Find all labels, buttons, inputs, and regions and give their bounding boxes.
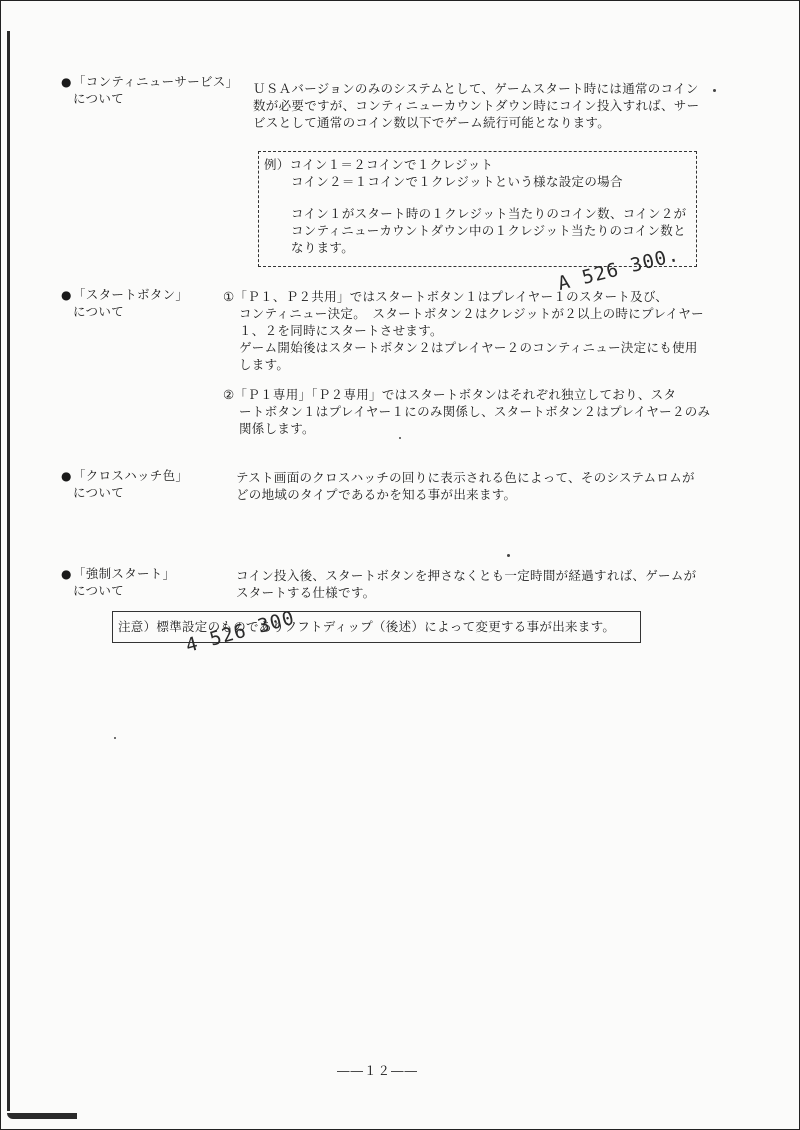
note-text: 注意）標準設定のものでありソフトディップ（後述）によって変更する事が出来ます。 — [118, 619, 616, 634]
example-line: コイン１がスタート時の１クレジット当たりのコイン数、コイン２が — [291, 206, 687, 221]
bullet-icon: ● — [61, 288, 72, 302]
body-line: テスト画面のクロスハッチの回りに表示される色によって、そのシステムロムが — [236, 470, 695, 485]
scan-left-edge — [7, 31, 10, 1111]
scan-bottom-edge — [7, 1113, 77, 1119]
example-line: なります。 — [291, 240, 355, 255]
section-heading: 「クロスハッチ色」 — [73, 468, 189, 483]
scan-speck — [507, 554, 510, 557]
scan-speck — [713, 89, 716, 92]
section-heading: 「スタートボタン」 — [73, 287, 189, 302]
section-heading-sub: について — [73, 485, 124, 500]
body-line: どの地域のタイプであるかを知る事が出来ます。 — [236, 487, 517, 502]
body-line: ＵＳＡバージョンのみのシステムとして、ゲームスタート時には通常のコイン — [253, 81, 699, 96]
scan-speck — [399, 437, 401, 439]
body-line: します。 — [239, 357, 290, 372]
bullet-icon: ● — [61, 75, 72, 89]
body-line: ゲーム開始後はスタートボタン２はプレイヤー２のコンティニュー決定にも使用 — [239, 340, 698, 355]
scan-speck — [114, 737, 116, 739]
section-heading: 「強制スタート」 — [73, 566, 176, 581]
section-heading-sub: について — [73, 583, 124, 598]
example-line: 例）コイン１＝２コインで１クレジット — [264, 157, 494, 172]
body-line: コイン投入後、スタートボタンを押さなくとも一定時間が経過すれば、ゲームが — [236, 568, 697, 583]
body-line: ②「Ｐ１専用」「Ｐ２専用」ではスタートボタンはそれぞれ独立しており、スタ — [223, 387, 677, 402]
body-line: 数が必要ですが、コンティニューカウントダウン時にコイン投入すれば、サー — [253, 98, 700, 113]
body-line: スタートする仕様です。 — [236, 585, 376, 600]
section-heading-sub: について — [73, 304, 124, 319]
number-stamp: A 526 300. — [555, 243, 682, 295]
body-line: コンティニュー決定。 スタートボタン２はクレジットが２以上の時にプレイヤー — [239, 306, 704, 321]
example-line: コンティニューカウントダウン中の１クレジット当たりのコイン数と — [291, 223, 686, 238]
section-heading-sub: について — [73, 91, 124, 106]
example-line: コイン２＝１コインで１クレジットという様な設定の場合 — [291, 174, 623, 189]
body-line: 関係します。 — [239, 421, 315, 436]
bullet-icon: ● — [61, 469, 72, 483]
section-heading: 「コンティニューサービス」 — [73, 74, 239, 89]
body-line: ①「Ｐ１、Ｐ２共用」ではスタートボタン１はプレイヤー１のスタート及び、 — [223, 289, 669, 304]
body-line: ビスとして通常のコイン数以下でゲーム続行可能となります。 — [253, 115, 611, 130]
number-stamp: 4 526 300 — [183, 606, 298, 657]
body-line: １、２を同時にスタートさせます。 — [239, 323, 443, 338]
page-number: ――１２―― — [337, 1063, 419, 1078]
bullet-icon: ● — [61, 567, 72, 581]
body-line: ートボタン１はプレイヤー１にのみ関係し、スタートボタン２はプレイヤー２のみ — [239, 404, 711, 419]
